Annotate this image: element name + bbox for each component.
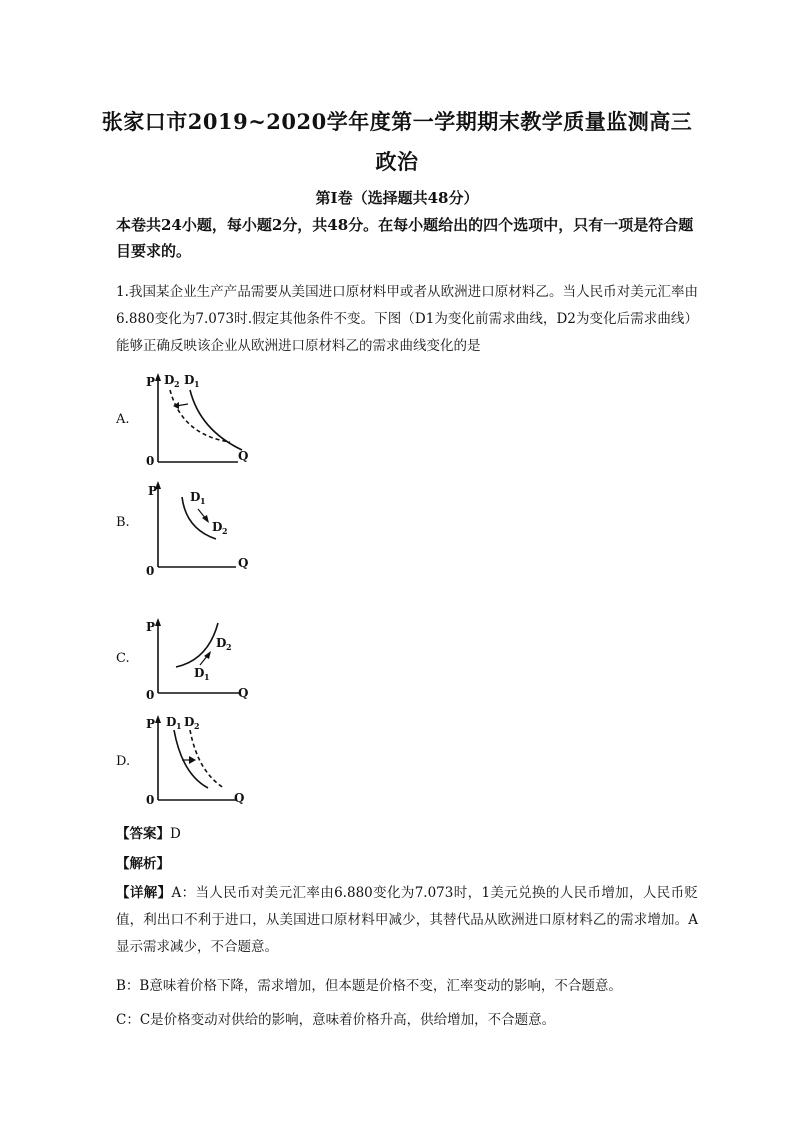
svg-text:1: 1: [200, 496, 206, 506]
curve-label-d1: D: [194, 666, 205, 680]
document-title: 张家口市2019~2020学年度第一学期期末教学质量监测高三: [101, 109, 693, 134]
detail-c: C：C是价格变动对供给的影响，意味着价格升高，供给增加，不合题意。: [116, 1012, 556, 1028]
detail-tag: 【详解】: [116, 885, 172, 901]
option-a-graph: [142, 370, 262, 474]
answer-line: [116, 822, 181, 842]
p-axis-label: P: [148, 484, 158, 498]
curve-label-d1: D: [190, 490, 201, 504]
option-d-label: D.: [116, 754, 131, 769]
question-1-stem: 1.我国某企业生产产品需要从美国进口原材料甲或者从欧洲进口原材料乙。当人民币对美元汇率由6.880变化为7.073时.假定其他条件不变。下图（D1为变化前需求曲线，D2为变化后需求曲线）能够正确反映该企业从欧洲进口原材料乙的需求曲线变化的是: [116, 284, 698, 354]
svg-text:1: 1: [194, 379, 200, 389]
demand-curve-graph-a: [142, 370, 262, 470]
curve-label-d1: D: [166, 715, 177, 729]
supply-curve-graph-c: [142, 615, 262, 705]
q-axis-label: Q: [234, 791, 245, 805]
option-c-graph: [142, 615, 262, 709]
origin-label: 0: [146, 454, 155, 468]
option-b-label: B.: [116, 515, 130, 530]
curve-label-d2: D: [212, 520, 223, 534]
instructions: 本卷共24小题，每小题2分，共48分。在每小题给出的四个选项中，只有一项是符合题目要求的。: [116, 216, 694, 260]
svg-text:1: 1: [204, 672, 210, 682]
option-c-label: C.: [116, 651, 130, 666]
detail-b: B：B意味着价格下降，需求增加，但本题是价格不变，汇率变动的影响，不合题意。: [116, 978, 622, 994]
subject-title: 政治: [375, 149, 419, 174]
svg-text:2: 2: [222, 526, 228, 536]
analysis-line: [116, 852, 170, 872]
demand-curve-graph-b: [142, 477, 262, 578]
answer-value: D: [170, 826, 181, 842]
svg-text:2: 2: [226, 642, 232, 652]
curve-label-d2: D: [164, 373, 175, 387]
detail-a-text: A：当人民币对美元汇率由6.880变化为7.073时，1美元兑换的人民币增加，人民币贬值，利出口不利于进口，从美国进口原材料甲减少，其替代品从欧洲进口原材料乙的需求增加。A显示需求减少，不合题意。: [116, 885, 699, 955]
curve-label-d1: D: [184, 373, 195, 387]
section-heading: 第Ⅰ卷（选择题共48分）: [315, 189, 479, 207]
option-d-graph: [142, 712, 262, 812]
option-a-label: A.: [116, 412, 130, 427]
q-axis-label: Q: [238, 556, 249, 570]
origin-label: 0: [146, 564, 155, 578]
svg-text:2: 2: [194, 721, 200, 731]
curve-label-d2: D: [216, 636, 227, 650]
demand-curve-graph-d: [142, 712, 262, 808]
analysis-tag: 【解析】: [116, 856, 170, 872]
curve-label-d2: D: [184, 715, 195, 729]
q-axis-label: Q: [238, 449, 249, 463]
option-b-graph: [142, 477, 262, 576]
svg-text:2: 2: [174, 379, 180, 389]
svg-text:1: 1: [176, 721, 182, 731]
p-axis-label: P: [146, 375, 156, 389]
origin-label: 0: [146, 793, 155, 807]
answer-tag: 【答案】: [116, 826, 170, 842]
detail-a: [116, 880, 698, 961]
p-axis-label: P: [146, 717, 156, 731]
q-axis-label: Q: [238, 686, 249, 700]
origin-label: 0: [146, 688, 155, 702]
p-axis-label: P: [146, 620, 156, 634]
